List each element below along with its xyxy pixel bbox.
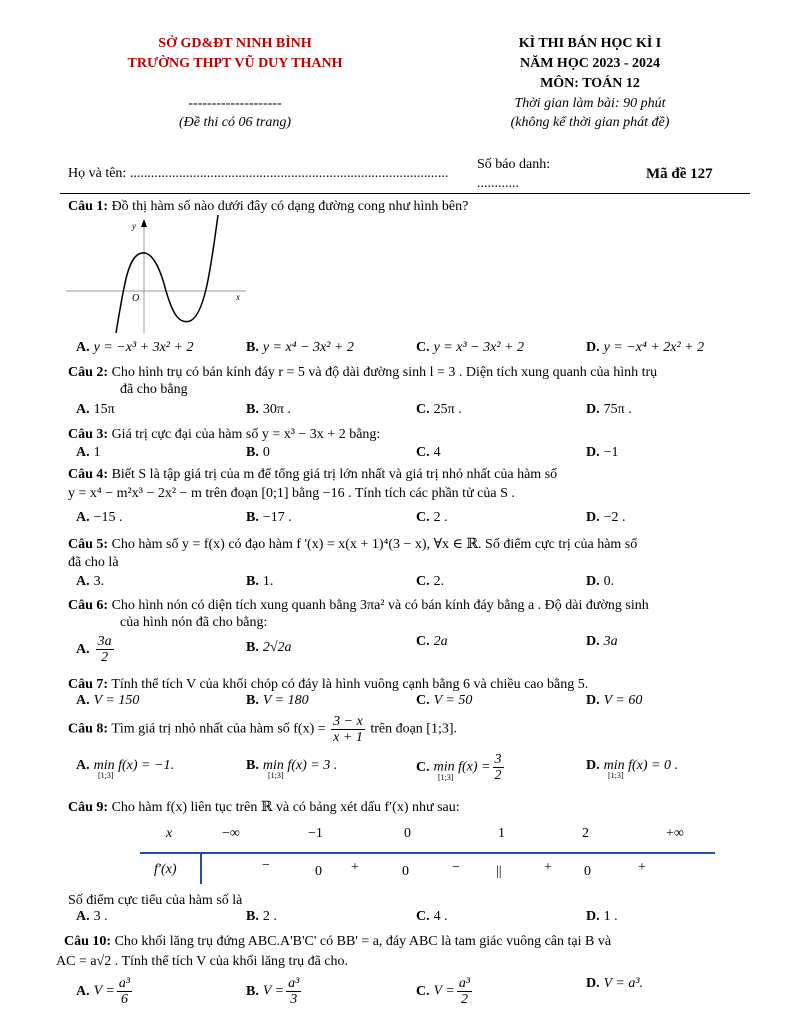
q2-option-d[interactable] [586, 402, 632, 418]
exam-title: KÌ THI BÁN HỌC KÌ I [518, 36, 662, 51]
q1-graph-x: x [236, 292, 240, 302]
q2-c-letter: C. [416, 402, 430, 417]
q2-option-b[interactable] [246, 402, 291, 418]
question-7 [68, 676, 758, 693]
school-name: TRƯỜNG THPT VŨ DUY THANH [127, 56, 343, 71]
q9-c-letter: C. [416, 909, 430, 924]
q1-text: Đồ thị hàm số nào dưới đây có dạng đường cong như hình bên? [111, 199, 469, 214]
q3-b-letter: B. [246, 445, 259, 460]
q6-option-b[interactable] [246, 640, 292, 656]
sign-table-vline [200, 852, 202, 884]
q8-a-sub: [1;3] [98, 771, 114, 780]
q3-c-letter: C. [416, 445, 430, 460]
q5-text: Cho hàm số y = f(x) có đạo hàm f '(x) = x(x + 1)⁴(3 − x), ∀x ∈ ℝ. Số điểm cực trị của hàm số [111, 537, 638, 552]
q8-b-text: min f(x) = 3 . [262, 758, 338, 773]
exam-time-note: (không kể thời gian phát đề) [510, 115, 670, 130]
q9-text: Cho hàm f(x) liên tục trên ℝ và có bảng xét dấu f′(x) như sau: [111, 800, 460, 815]
q2-option-c[interactable] [416, 402, 462, 418]
q3-option-c[interactable] [416, 445, 441, 461]
q8-b-letter: B. [246, 758, 259, 773]
q1-label: Câu 1: [68, 199, 109, 214]
q10-a-den: 6 [120, 992, 128, 1007]
q8-c-sub: [1;3] [438, 773, 454, 782]
q9-option-a[interactable] [76, 909, 108, 925]
q10-a-pre: V = [93, 983, 115, 999]
q6-a-num: 3a [97, 634, 112, 649]
x-val-neg-1: −1 [308, 826, 323, 841]
q8-c-text: min f(x) = [433, 759, 491, 775]
q10-text2: AC = a√2 . Tính thể tích V của khối lăng trụ đã cho. [56, 954, 349, 969]
subject: MÔN: TOÁN 12 [540, 76, 640, 91]
q5-text2: đã cho là [68, 555, 119, 570]
q8-c-den: 2 [494, 768, 502, 783]
sign-4: − [452, 860, 460, 875]
q1-d-text: y = −x⁴ + 2x² + 2 [603, 340, 705, 355]
q3-label: Câu 3: [68, 427, 109, 442]
q2-b-text: 30π . [262, 402, 291, 417]
q2-d-text: 75π . [603, 402, 632, 417]
q10-label: Câu 10: [64, 934, 112, 949]
q7-c-text: V = 50 [433, 693, 473, 708]
q7-option-d[interactable] [586, 693, 642, 709]
q9-question: Số điểm cực tiểu của hàm số là [68, 893, 243, 908]
q3-b-text: 0 [262, 445, 270, 460]
q6-c-letter: C. [416, 634, 430, 649]
q10-a-num: a³ [118, 976, 131, 991]
question-8 [68, 714, 758, 745]
q8-label: Câu 8: [68, 721, 109, 737]
q9-a-text: 3 . [93, 909, 108, 924]
q8-option-d[interactable] [586, 758, 678, 780]
q6-option-c[interactable] [416, 634, 448, 650]
question-6 [68, 597, 758, 631]
q4-text2: y = x⁴ − m²x³ − 2x² − m trên đoạn [0;1] bằng −16 . Tính tích các phần tử của S . [68, 486, 515, 501]
q8-option-b[interactable] [246, 758, 337, 780]
q1-c-text: y = x³ − 3x² + 2 [433, 340, 525, 355]
q3-c-text: 4 [433, 445, 441, 460]
q1-option-a[interactable] [76, 340, 193, 356]
q1-c-letter: C. [416, 340, 430, 355]
q3-option-d[interactable] [586, 445, 619, 461]
sign-0: − [262, 858, 270, 873]
q7-a-text: V = 150 [93, 693, 140, 708]
q8-d-sub: [1;3] [608, 771, 624, 780]
q5-c-text: 2. [433, 574, 445, 589]
q6-label: Câu 6: [68, 598, 109, 613]
q4-a-letter: A. [76, 510, 90, 525]
x-val-0: 0 [404, 826, 411, 841]
sign-table-x-label: x [166, 826, 173, 841]
q10-d-letter: D. [586, 976, 600, 991]
q9-option-b[interactable] [246, 909, 277, 925]
pages-note: (Đề thi có 06 trang) [179, 115, 291, 130]
q3-option-a[interactable] [76, 445, 101, 461]
q6-d-text: 3a [603, 634, 618, 649]
q9-d-text: 1 . [603, 909, 618, 924]
q3-option-b[interactable] [246, 445, 270, 461]
q9-option-c[interactable] [416, 909, 448, 925]
question-1 [68, 198, 758, 215]
q8-a-text: min f(x) = −1. [93, 758, 174, 773]
q3-a-text: 1 [93, 445, 101, 460]
q6-a-letter: A. [76, 641, 90, 657]
sign-8: + [638, 860, 646, 875]
q7-d-letter: D. [586, 693, 600, 708]
q9-b-text: 2 . [262, 909, 277, 924]
q10-option-c[interactable] [416, 976, 474, 1007]
q1-a-letter: A. [76, 340, 90, 355]
q4-c-letter: C. [416, 510, 430, 525]
q3-a-letter: A. [76, 445, 90, 460]
q7-option-a[interactable] [76, 693, 139, 709]
department-name: SỞ GD&ĐT NINH BÌNH [158, 36, 312, 51]
q7-d-text: V = 60 [603, 693, 643, 708]
sign-table-fp-label: f′(x) [154, 862, 177, 877]
q1-option-d[interactable] [586, 340, 704, 356]
q10-b-letter: B. [246, 983, 259, 999]
q6-option-d[interactable] [586, 634, 618, 650]
q10-option-b[interactable] [246, 976, 303, 1007]
q10-c-pre: V = [433, 983, 455, 999]
q8-a-letter: A. [76, 758, 90, 773]
exam-time: Thời gian làm bài: 90 phút [514, 96, 666, 111]
q7-text: Tính thể tích V của khối chóp có đáy là hình vuông cạnh bằng 6 và chiều cao bằng 5. [111, 677, 589, 692]
q1-option-b[interactable] [246, 340, 354, 356]
q10-c-letter: C. [416, 983, 430, 999]
q4-c-text: 2 . [433, 510, 448, 525]
x-val-1: 1 [498, 826, 505, 841]
x-val-neg-inf: −∞ [222, 826, 240, 841]
q8-den: x + 1 [333, 730, 363, 745]
q6-b-text: 2√2a [262, 640, 292, 655]
q10-a-letter: A. [76, 983, 90, 999]
q8-c-letter: C. [416, 759, 430, 775]
q1-option-c[interactable] [416, 340, 524, 356]
q9-b-letter: B. [246, 909, 259, 924]
x-val-pos-inf: +∞ [666, 826, 684, 841]
q7-c-letter: C. [416, 693, 430, 708]
q8-text-pre: Tìm giá trị nhỏ nhất của hàm số f(x) = [111, 721, 326, 737]
q5-option-c[interactable] [416, 574, 444, 590]
q1-b-letter: B. [246, 340, 259, 355]
question-4 [68, 466, 758, 505]
q2-label: Câu 2: [68, 365, 109, 380]
q5-option-a[interactable] [76, 574, 104, 590]
question-5 [68, 536, 758, 573]
x-val-2: 2 [582, 826, 589, 841]
q5-c-letter: C. [416, 574, 430, 589]
q5-option-d[interactable] [586, 574, 614, 590]
q5-a-letter: A. [76, 574, 90, 589]
sign-7: 0 [584, 864, 591, 879]
q8-option-a[interactable] [76, 758, 174, 780]
q4-option-c[interactable] [416, 510, 448, 526]
q7-b-letter: B. [246, 693, 259, 708]
q7-a-letter: A. [76, 693, 90, 708]
q2-text2: đã cho bằng [120, 382, 188, 397]
q9-option-d[interactable] [586, 909, 618, 925]
q10-b-den: 3 [290, 992, 298, 1007]
q6-b-letter: B. [246, 640, 259, 655]
sign-1: 0 [315, 864, 322, 879]
q4-option-b[interactable] [246, 510, 292, 526]
q1-a-text: y = −x³ + 3x² + 2 [93, 340, 194, 355]
q8-num: 3 − x [333, 714, 363, 729]
question-9 [68, 799, 758, 816]
q5-label: Câu 5: [68, 537, 109, 552]
q2-text: Cho hình trụ có bán kính đáy r = 5 và độ dài đường sinh l = 3 . Diện tích xung quanh của hình trụ [111, 365, 658, 380]
header-dashes: -------------------- [188, 96, 282, 111]
q4-option-a[interactable] [76, 510, 123, 526]
q4-label: Câu 4: [68, 467, 109, 482]
q6-a-den: 2 [101, 650, 109, 665]
q1-graph [66, 215, 251, 335]
q7-option-b[interactable] [246, 693, 309, 709]
sign-table-hline [140, 852, 715, 854]
q2-b-letter: B. [246, 402, 259, 417]
q5-option-b[interactable] [246, 574, 273, 590]
sign-table [140, 822, 715, 884]
sbd-label: Số báo danh: [477, 157, 551, 172]
q2-option-a[interactable] [76, 402, 115, 418]
sign-2: + [351, 860, 359, 875]
name-field: Họ và tên: ........................................................................................... [68, 166, 449, 181]
q4-b-letter: B. [246, 510, 259, 525]
q8-option-c[interactable] [416, 752, 506, 782]
q5-d-letter: D. [586, 574, 600, 589]
q1-graph-o: O [132, 293, 140, 304]
q1-b-text: y = x⁴ − 3x² + 2 [262, 340, 354, 355]
q5-b-letter: B. [246, 574, 259, 589]
q2-d-letter: D. [586, 402, 600, 417]
q5-a-text: 3. [93, 574, 105, 589]
q3-d-text: −1 [603, 445, 619, 460]
q10-text: Cho khối lăng trụ đứng ABC.A'B'C' có BB' = a, đáy ABC là tam giác vuông cân tại B và [114, 934, 612, 949]
q10-option-d[interactable] [586, 976, 643, 992]
q4-text: Biết S là tập giá trị của m để tổng giá trị lớn nhất và giá trị nhỏ nhất của hàm số [111, 467, 558, 482]
school-year: NĂM HỌC 2023 - 2024 [520, 56, 660, 71]
q7-option-c[interactable] [416, 693, 472, 709]
q8-c-num: 3 [494, 752, 502, 767]
q8-b-sub: [1;3] [268, 771, 284, 780]
q10-b-pre: V = [262, 983, 285, 999]
sign-3: 0 [402, 864, 409, 879]
q4-d-text: −2 . [603, 510, 626, 525]
q6-c-text: 2a [433, 634, 448, 649]
q10-c-num: a³ [458, 976, 471, 991]
q6-text: Cho hình nón có diện tích xung quanh bằng 3πa² và có bán kính đáy bằng a . Độ dài đường sinh [111, 598, 649, 613]
q5-d-text: 0. [603, 574, 615, 589]
q2-a-letter: A. [76, 402, 90, 417]
q10-option-a[interactable] [76, 976, 134, 1007]
q7-b-text: V = 180 [262, 693, 309, 708]
exam-code: Mã đề 127 [646, 166, 713, 182]
q4-option-d[interactable] [586, 510, 626, 526]
q10-c-den: 2 [460, 992, 468, 1007]
q4-b-text: −17 . [262, 510, 292, 525]
q4-a-text: −15 . [93, 510, 123, 525]
q9-label: Câu 9: [68, 800, 109, 815]
q6-d-letter: D. [586, 634, 600, 649]
q3-d-letter: D. [586, 445, 600, 460]
q10-b-num: a³ [288, 976, 300, 991]
q6-option-a[interactable] [76, 634, 116, 665]
sign-6: + [544, 860, 552, 875]
q9-a-letter: A. [76, 909, 90, 924]
q3-text: Giá trị cực đại của hàm số y = x³ − 3x + 2 bằng: [111, 427, 381, 442]
q2-c-text: 25π . [433, 402, 462, 417]
q7-label: Câu 7: [68, 677, 109, 692]
q4-d-letter: D. [586, 510, 600, 525]
question-10 [56, 932, 758, 972]
header-rule [60, 193, 750, 194]
sbd-dots: ............ [477, 176, 519, 191]
q9-d-letter: D. [586, 909, 600, 924]
q5-b-text: 1. [262, 574, 274, 589]
q1-graph-y: y [132, 221, 136, 231]
q9-c-text: 4 . [433, 909, 448, 924]
question-3 [68, 426, 758, 443]
q10-d-text: V = a³. [603, 976, 644, 991]
q8-text-post: trên đoạn [1;3]. [370, 721, 458, 737]
q6-text2: của hình nón đã cho bằng: [120, 615, 268, 630]
question-2 [68, 364, 758, 398]
q2-a-text: 15π [93, 402, 115, 417]
q8-d-text: min f(x) = 0 . [603, 758, 678, 773]
q1-d-letter: D. [586, 340, 600, 355]
sign-5: || [496, 864, 502, 879]
q8-d-letter: D. [586, 758, 600, 773]
